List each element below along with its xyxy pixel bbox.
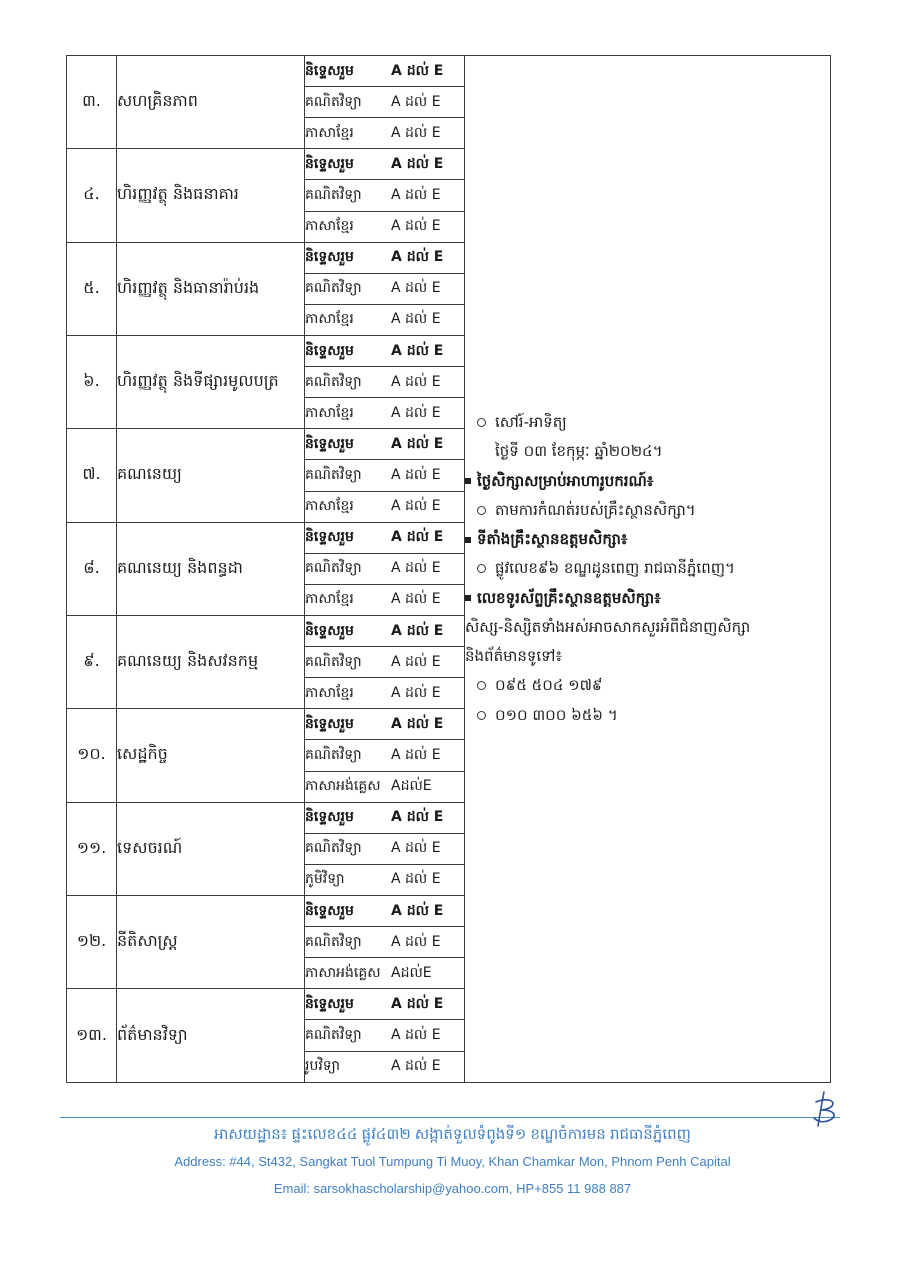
subject-name: ភាសាអង់គ្លេស [305, 778, 381, 795]
subject-name: ភាសាខ្មែរ [305, 124, 354, 141]
grade-range: A ដល់ E [391, 93, 441, 110]
subject-name: និទ្ទេសរួម [305, 995, 354, 1012]
row-number: ៥. [67, 242, 117, 335]
grade-range: A ដល់ E [391, 746, 441, 763]
subject-cell [305, 678, 465, 709]
subject-name: គណិតវិទ្យា [305, 1026, 362, 1043]
subject-name: និទ្ទេសរួម [305, 342, 354, 359]
subject-name: គណិតវិទ្យា [305, 840, 362, 857]
subject-cell [305, 647, 465, 678]
row-number: ៦. [67, 335, 117, 428]
heading-phone: លេខទូរស័ព្ទគ្រឹះស្ថានឧត្តមសិក្សា៖ [465, 584, 830, 613]
heading-location: ទីតាំងគ្រឹះស្ថានឧត្តមសិក្សា៖ [465, 525, 830, 554]
footer-email: Email: sarsokhascholarship@yahoo.com, HP+855 11 988 887 [273, 1181, 632, 1196]
table-row [67, 56, 831, 87]
scholarship-table [66, 55, 831, 1083]
faculty-name: នីតិសាស្ត្រ [117, 895, 305, 988]
faculty-name: ហិរញ្ញវត្ថុ និងធានារ៉ាប់រង [117, 242, 305, 335]
subject-cell [305, 833, 465, 864]
phone-paragraph-1: សិស្ស-និស្សិតទាំងអស់អាចសាកសួរអំពីជំនាញសិក្សា [465, 617, 751, 636]
grade-range: A ដល់ E [391, 529, 444, 546]
faculty-name: គណនេយ្យ និងសវនកម្ម [117, 615, 305, 708]
faculty-name: សេដ្ឋកិច្ច [117, 709, 305, 802]
grade-range: A ដល់ E [391, 591, 441, 608]
subject-cell [305, 87, 465, 118]
faculty-name: គណនេយ្យ [117, 429, 305, 522]
footer-khmer-address: អាសយដ្ឋាន៖ ផ្ទះលេខ៤៤ ផ្លូវ៤៣២ សង្កាត់ទួលទំពូងទី១ ខណ្ឌចំការមន រាជធានីភ្នំពេញ [214, 1126, 691, 1143]
row-number: ៨. [67, 522, 117, 615]
row-number: ១០. [67, 709, 117, 802]
subject-cell [305, 1020, 465, 1051]
subject-name: ភាសាខ្មែរ [305, 311, 354, 328]
square-bullet-icon [465, 595, 471, 601]
subject-cell [305, 180, 465, 211]
grade-range: A ដល់ E [391, 933, 441, 950]
subject-cell [305, 709, 465, 740]
subject-name: និទ្ទេសរួម [305, 622, 354, 639]
schedule-date: ថ្ងៃទី ០៣ ខែកុម្ភៈ ឆ្នាំ២០២៤។ [495, 442, 663, 461]
row-number: ៣. [67, 56, 117, 149]
grade-range: A ដល់ E [391, 249, 444, 266]
schedule-item: សៅរ៍-អាទិត្យ [465, 408, 830, 437]
grade-range: A ដល់ E [391, 186, 441, 203]
subject-name: ភូមិវិទ្យា [305, 871, 345, 888]
subject-name: រូបវិទ្យា [305, 1058, 341, 1075]
subject-name: ភាសាខ្មែរ [305, 498, 354, 515]
subject-cell [305, 895, 465, 926]
square-bullet-icon [465, 478, 471, 484]
heading-exam-date: ថ្ងៃសិក្សាសម្រាប់អាហារូបករណ៍៖ [465, 467, 830, 496]
grade-range: A ដល់ E [391, 1026, 441, 1043]
grade-range: A ដល់ E [391, 684, 441, 701]
faculty-name: សហគ្រិនភាព [117, 56, 305, 149]
grade-range: A ដល់ E [391, 653, 441, 670]
row-number: ១១. [67, 802, 117, 895]
subject-name: គណិតវិទ្យា [305, 373, 362, 390]
subject-name: និទ្ទេសរួម [305, 155, 354, 172]
table-body [67, 56, 831, 1083]
row-number: ៧. [67, 429, 117, 522]
phone-number-2: ០១០ ៣០០ ៦៥៦ ។ [465, 701, 830, 730]
subject-name: ភាសាខ្មែរ [305, 591, 354, 608]
subject-cell [305, 740, 465, 771]
subject-cell [305, 1051, 465, 1083]
row-number: ១៣. [67, 989, 117, 1083]
grade-range: A ដល់ E [391, 404, 441, 421]
square-bullet-icon [465, 537, 471, 543]
circle-bullet-icon [477, 418, 486, 427]
subject-name: គណិតវិទ្យា [305, 560, 362, 577]
grade-range: A ដល់ E [391, 124, 441, 141]
subject-cell [305, 989, 465, 1020]
faculty-name: ហិរញ្ញវត្ថុ និងទីផ្សារមូលបត្រ [117, 335, 305, 428]
subject-cell [305, 491, 465, 522]
grade-range: A ដល់ E [391, 311, 441, 328]
subject-cell [305, 242, 465, 273]
circle-bullet-icon [477, 681, 486, 690]
subject-cell [305, 802, 465, 833]
subject-cell [305, 149, 465, 180]
grade-range: A ដល់ E [391, 715, 444, 732]
signature-mark [810, 1090, 842, 1128]
subject-name: ភាសាខ្មែរ [305, 404, 354, 421]
grade-range: A ដល់ E [391, 809, 444, 826]
grade-range: A ដល់ E [391, 498, 441, 515]
grade-range: A ដល់ E [391, 871, 441, 888]
subject-cell [305, 615, 465, 646]
grade-range: A ដល់ E [391, 466, 441, 483]
grade-range: A ដល់ E [391, 995, 444, 1012]
subject-cell [305, 118, 465, 149]
subject-name: គណិតវិទ្យា [305, 933, 362, 950]
grade-range: A ដល់ E [391, 342, 444, 359]
grade-range: A ដល់ E [391, 62, 444, 79]
footer-divider [60, 1117, 840, 1118]
row-number: ១២. [67, 895, 117, 988]
subject-name: និទ្ទេសរួម [305, 809, 354, 826]
phone-number-1: ០៩៥ ៥០៤ ១៧៩ [465, 671, 830, 700]
grade-range: A ដល់ E [391, 435, 444, 452]
faculty-name: ព័ត៌មានវិទ្យា [117, 989, 305, 1083]
subject-name: និទ្ទេសរួម [305, 529, 354, 546]
subject-cell [305, 304, 465, 335]
subject-cell [305, 771, 465, 802]
grade-range: A ដល់ E [391, 373, 441, 390]
circle-bullet-icon [477, 711, 486, 720]
subject-cell [305, 398, 465, 429]
subject-cell [305, 553, 465, 584]
subject-name: ភាសាខ្មែរ [305, 684, 354, 701]
row-number: ៩. [67, 615, 117, 708]
circle-bullet-icon [477, 506, 486, 515]
grade-range: A ដល់ E [391, 560, 441, 577]
subject-cell [305, 584, 465, 615]
faculty-name: គណនេយ្យ និងពន្ធដា [117, 522, 305, 615]
subject-cell [305, 335, 465, 366]
row-number: ៤. [67, 149, 117, 242]
grade-range: A ដល់ E [391, 1058, 441, 1075]
subject-name: និទ្ទេសរួម [305, 62, 354, 79]
grade-range: Aដល់E [391, 778, 432, 795]
subject-cell [305, 927, 465, 958]
subject-cell [305, 864, 465, 895]
subject-cell [305, 958, 465, 989]
subject-cell [305, 273, 465, 304]
subject-name: ភាសាខ្មែរ [305, 218, 354, 235]
grade-range: Aដល់E [391, 964, 432, 981]
subject-name: គណិតវិទ្យា [305, 93, 362, 110]
footer-address: Address: #44, St432, Sangkat Tuol Tumpung Ti Muoy, Khan Chamkar Mon, Phnom Penh Capital [174, 1154, 731, 1169]
grade-range: A ដល់ E [391, 280, 441, 297]
subject-name: គណិតវិទ្យា [305, 280, 362, 297]
subject-name: គណិតវិទ្យា [305, 746, 362, 763]
grade-range: A ដល់ E [391, 902, 444, 919]
subject-cell [305, 56, 465, 87]
grade-range: A ដល់ E [391, 622, 444, 639]
subject-cell [305, 429, 465, 460]
subject-cell [305, 522, 465, 553]
faculty-name: ទេសចរណ៍ [117, 802, 305, 895]
subject-name: គណិតវិទ្យា [305, 186, 362, 203]
subject-cell [305, 211, 465, 242]
location-item: ផ្លូវលេខ៩៦ ខណ្ឌដូនពេញ រាជធានីភ្នំពេញ។ [465, 554, 830, 583]
subject-name: ភាសាអង់គ្លេស [305, 964, 381, 981]
subject-name: និទ្ទេសរួម [305, 902, 354, 919]
subject-cell [305, 460, 465, 491]
subject-name: គណិតវិទ្យា [305, 466, 362, 483]
exam-date-item: តាមការកំណត់របស់គ្រឹះស្ថានសិក្សា។ [465, 496, 830, 525]
info-panel [465, 56, 831, 1083]
faculty-name: ហិរញ្ញវត្ថុ និងធនាគារ [117, 149, 305, 242]
grade-range: A ដល់ E [391, 218, 441, 235]
grade-range: A ដល់ E [391, 840, 441, 857]
subject-cell [305, 367, 465, 398]
grade-range: A ដល់ E [391, 155, 444, 172]
subject-name: និទ្ទេសរួម [305, 249, 354, 266]
subject-name: និទ្ទេសរួម [305, 715, 354, 732]
circle-bullet-icon [477, 564, 486, 573]
subject-name: គណិតវិទ្យា [305, 653, 362, 670]
subject-name: និទ្ទេសរួម [305, 435, 354, 452]
phone-paragraph-2: និងព័ត៌មានទូទៅ៖ [465, 647, 563, 666]
